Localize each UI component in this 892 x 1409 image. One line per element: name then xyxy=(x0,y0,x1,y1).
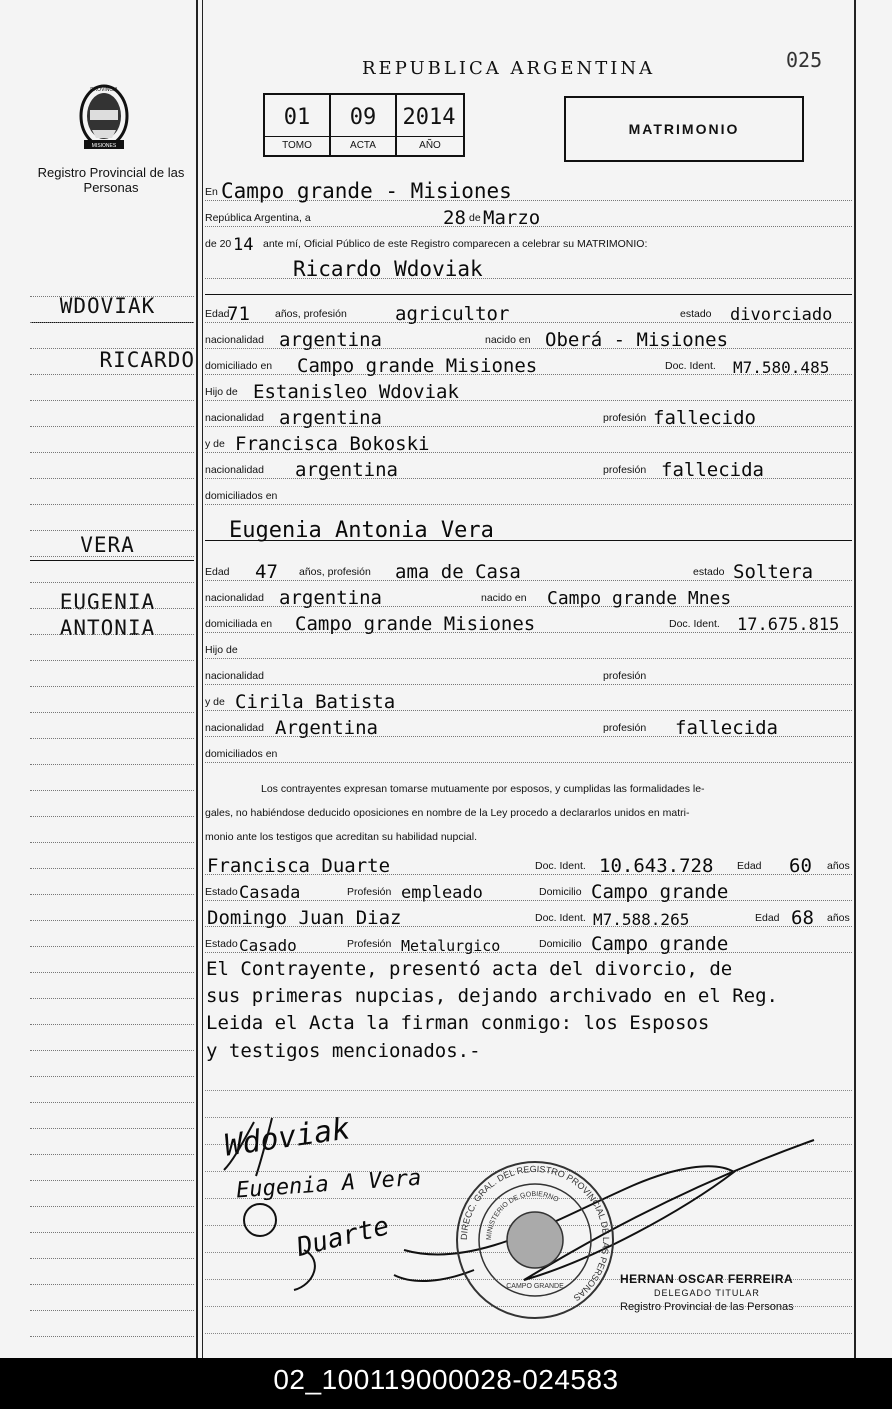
ano-value: 2014 xyxy=(402,105,456,130)
doc-label: Doc. Ident. xyxy=(535,860,586,872)
margin-rule xyxy=(30,1076,194,1077)
page-number: 025 xyxy=(786,48,823,72)
spouse1-domicilio-row xyxy=(205,352,852,375)
spouse1-nacionalidad: argentina xyxy=(279,329,382,351)
note-line-4: y testigos mencionados.- xyxy=(206,1040,481,1062)
witness2-domicilio: Campo grande xyxy=(591,933,729,955)
nacido-label: nacido en xyxy=(485,334,531,346)
domiciliada-label: domiciliada en xyxy=(205,618,273,630)
spouse2-fullname-row xyxy=(205,518,852,541)
profesion-label: profesión xyxy=(603,722,647,734)
country-title: REPUBLICA ARGENTINA xyxy=(362,58,656,79)
spouse2-padre-row xyxy=(205,662,852,685)
margin-rule xyxy=(30,1258,194,1259)
body-rule xyxy=(205,1333,852,1334)
margin-rule xyxy=(30,1284,194,1285)
stamp-bottom-text: CAMPO GRANDE xyxy=(506,1283,564,1290)
spouse2-doc: 17.675.815 xyxy=(737,615,840,635)
body-rule xyxy=(205,1090,852,1091)
witness2-profesion: Metalurgico xyxy=(401,937,501,955)
nacionalidad-label: nacionalidad xyxy=(205,592,264,604)
edad-label: Edad xyxy=(737,860,762,872)
doc-label: Doc. Ident. xyxy=(665,360,716,372)
profesion-label: Profesión xyxy=(347,886,392,898)
margin-rule xyxy=(30,842,194,843)
margin-rule xyxy=(30,400,194,401)
margin-rule xyxy=(30,556,194,557)
margin-rule xyxy=(30,998,194,999)
spouse1-madre: Francisca Bokoski xyxy=(235,433,430,455)
edad-label: Edad xyxy=(755,912,780,924)
profesion-label: profesión xyxy=(603,464,647,476)
profesion-label: años, profesión xyxy=(299,566,371,578)
province-coat-of-arms-icon xyxy=(78,82,130,156)
margin-rule xyxy=(30,1128,194,1129)
margin-rule xyxy=(30,452,194,453)
ano-label: AÑO xyxy=(397,136,463,154)
estado-label: estado xyxy=(680,308,712,320)
place-row xyxy=(205,178,852,201)
witness2-row xyxy=(205,904,852,927)
margin-rule xyxy=(30,790,194,791)
margin-rule xyxy=(30,1154,194,1155)
year-row xyxy=(205,230,852,255)
signature-spouse1: Wdoviak xyxy=(222,1111,353,1164)
nacionalidad-label: nacionalidad xyxy=(205,722,264,734)
margin-rule xyxy=(30,296,194,297)
left-margin-column xyxy=(0,0,196,1358)
margin-spouse2-name-1: EUGENIA xyxy=(59,590,156,614)
spouse2-hijo-row xyxy=(205,636,852,659)
before-me-text: ante mí, Oficial Público de este Registro comparecen a celebrar su MATRIMONIO: xyxy=(263,238,648,250)
spouse1-profesion: agricultor xyxy=(395,303,510,325)
spouse2-madre-nac-row xyxy=(205,714,852,737)
witness2-name: Domingo Juan Diaz xyxy=(207,907,402,929)
domicilio-label: Domicilio xyxy=(539,886,582,898)
tomo-value: 01 xyxy=(283,105,311,130)
spouse1-madre-nac-row xyxy=(205,456,852,479)
spouse1-estado: divorciado xyxy=(730,305,833,325)
margin-rule xyxy=(30,972,194,973)
year-prefix: de 20 xyxy=(205,238,232,250)
spouse1-hijo-row xyxy=(205,378,852,401)
spouse2-edad: 47 xyxy=(255,561,278,583)
domiciliados-label: domiciliados en xyxy=(205,748,278,760)
witness1-estado: Casada xyxy=(239,883,301,903)
spouse1-madre-nacionalidad: argentina xyxy=(295,459,398,481)
spouse1-nacionalidad-row xyxy=(205,326,852,349)
domiciliados-label: domiciliados en xyxy=(205,490,278,502)
stamp-outer-text: DIRECC. GRAL. DEL REGISTRO PROVINCIAL DE LAS PERSONAS xyxy=(458,1163,612,1304)
margin-rule xyxy=(30,686,194,687)
edad-label: Edad xyxy=(205,566,230,578)
spouse1-edad: 71 xyxy=(227,303,250,325)
margin-rule xyxy=(30,1206,194,1207)
spouse1-domiciliados-row xyxy=(205,482,852,505)
margin-rule xyxy=(30,1232,194,1233)
nacionalidad-label: nacionalidad xyxy=(205,412,264,424)
domicilio-label: Domicilio xyxy=(539,938,582,950)
spouse1-edad-row xyxy=(205,300,852,323)
registry-name: Registro Provincial de las Personas xyxy=(37,165,185,195)
acta-value: 09 xyxy=(349,105,377,130)
margin-rule xyxy=(30,946,194,947)
margin-spouse2-name-2: ANTONIA xyxy=(59,616,156,640)
nacionalidad-label: nacionalidad xyxy=(205,334,264,346)
yde-label: y de xyxy=(205,438,225,450)
place-value: Campo grande - Misiones xyxy=(221,179,512,203)
spouse2-madre-profesion: fallecida xyxy=(675,717,778,739)
anos-label: años xyxy=(827,860,850,872)
signature-spouse2: Eugenia A Vera xyxy=(235,1165,423,1204)
doc-label: Doc. Ident. xyxy=(669,618,720,630)
declaration-line-3: monio ante los testigos que acreditan su habilidad nupcial. xyxy=(205,831,478,843)
spouse2-profesion: ama de Casa xyxy=(395,561,521,583)
spouse1-padre: Estanisleo Wdoviak xyxy=(253,381,459,403)
margin-rule xyxy=(30,868,194,869)
republica-label: República Argentina, a xyxy=(205,212,311,224)
margin-rule xyxy=(30,634,194,635)
hijo-label: Hijo de xyxy=(205,644,238,656)
note-line-3: Leida el Acta la firman conmigo: los Esposos xyxy=(206,1012,710,1034)
margin-spouse1-name: RICARDO xyxy=(99,348,195,372)
margin-rule xyxy=(30,1180,194,1181)
profesion-label: profesión xyxy=(603,412,647,424)
estado-label: Estado xyxy=(205,938,238,950)
date-row xyxy=(205,204,852,227)
margin-rule xyxy=(30,764,194,765)
acta-label: ACTA xyxy=(331,136,395,154)
estado-label: estado xyxy=(693,566,725,578)
spouse1-nacido: Oberá - Misiones xyxy=(545,329,729,351)
witness2-edad: 68 xyxy=(791,907,814,929)
svg-text:PROVINCIA: PROVINCIA xyxy=(90,87,118,93)
spouse2-domicilio: Campo grande Misiones xyxy=(295,613,536,635)
witness2-estado: Casado xyxy=(239,936,297,955)
signature-witness: Duarte xyxy=(293,1211,393,1263)
en-label: En xyxy=(205,186,218,198)
spouse2-fullname: Eugenia Antonia Vera xyxy=(229,518,494,543)
anos-label: años xyxy=(827,912,850,924)
spouse1-domicilio: Campo grande Misiones xyxy=(297,355,538,377)
spouse1-madre-row xyxy=(205,430,852,453)
spouse2-nacido: Campo grande Mnes xyxy=(547,588,732,609)
margin-rule xyxy=(30,660,194,661)
official-office: Registro Provincial de las Personas xyxy=(620,1301,794,1313)
svg-text:MISIONES: MISIONES xyxy=(91,143,117,149)
margin-rule xyxy=(30,816,194,817)
spouse1-padre-nacionalidad: argentina xyxy=(279,407,382,429)
spouse1-padre-profesion: fallecido xyxy=(653,407,756,429)
spouse2-madre: Cirila Batista xyxy=(235,691,396,713)
margin-rule xyxy=(30,1336,194,1337)
witness1-estado-row xyxy=(205,878,852,901)
margin-rule xyxy=(30,1310,194,1311)
margin-rule xyxy=(30,712,194,713)
spouse1-doc: M7.580.485 xyxy=(733,358,830,377)
stamp-inner-text: MINISTERIO DE GOBIERNO xyxy=(485,1190,560,1241)
act-type-box: MATRIMONIO xyxy=(564,96,804,162)
hijo-label: Hijo de xyxy=(205,386,238,398)
month-value: Marzo xyxy=(483,207,541,229)
tomo-label: TOMO xyxy=(265,136,329,154)
margin-rule xyxy=(30,322,194,323)
spouse2-estado: Soltera xyxy=(733,561,814,583)
de-label: de xyxy=(469,212,481,224)
margin-rule xyxy=(30,426,194,427)
nacido-label: nacido en xyxy=(481,592,527,604)
witness1-edad: 60 xyxy=(789,855,812,877)
margin-rule xyxy=(30,348,194,349)
spouse1-padre-row xyxy=(205,404,852,427)
day-value: 28 xyxy=(443,207,466,229)
margin-rule xyxy=(30,894,194,895)
tomo-acta-ano-box xyxy=(263,93,465,157)
profesion-label: Profesión xyxy=(347,938,392,950)
witness1-row xyxy=(205,852,852,875)
note-line-1: El Contrayente, presentó acta del divorcio, de xyxy=(206,958,733,980)
official-signature-block xyxy=(620,1272,794,1314)
year-suffix: 14 xyxy=(233,235,254,255)
spouse2-nacionalidad-row xyxy=(205,584,852,607)
spouse1-fullname: Ricardo Wdoviak xyxy=(293,257,483,281)
witness1-doc: 10.643.728 xyxy=(599,855,714,877)
declaration-line-2: gales, no habiéndose deducido oposiciones en nombre de la Ley procedo a declararlos unidos en matri- xyxy=(205,807,690,819)
margin-rule xyxy=(30,1102,194,1103)
margin-solid-rule xyxy=(30,560,194,561)
witness2-estado-row xyxy=(205,930,852,953)
margin-rule xyxy=(30,504,194,505)
edad-label: Edad xyxy=(205,308,230,320)
spouse1-fullname-row xyxy=(205,256,852,279)
note-line-2: sus primeras nupcias, dejando archivado en el Reg. xyxy=(206,985,778,1007)
nacionalidad-label: nacionalidad xyxy=(205,464,264,476)
estado-label: Estado xyxy=(205,886,238,898)
margin-divider xyxy=(196,0,198,1358)
spouse2-madre-row xyxy=(205,688,852,711)
margin-divider-inner xyxy=(202,0,203,1358)
profesion-label: profesión xyxy=(603,670,647,682)
margin-spouse2-surname: VERA xyxy=(80,533,135,557)
margin-rule xyxy=(30,1024,194,1025)
witness1-name: Francisca Duarte xyxy=(207,855,391,877)
document-code-footer: 02_100119000028-024583 xyxy=(0,1358,892,1409)
witness1-profesion: empleado xyxy=(401,883,483,903)
declaration-line-1: Los contrayentes expresan tomarse mutuamente por esposos, y cumplidas las formalidades le- xyxy=(261,783,705,795)
spouse2-domicilio-row xyxy=(205,610,852,633)
domiciliado-label: domiciliado en xyxy=(205,360,273,372)
spouse2-edad-row xyxy=(205,558,852,581)
right-border xyxy=(854,0,856,1358)
margin-rule xyxy=(30,738,194,739)
witness1-domicilio: Campo grande xyxy=(591,881,729,903)
nacionalidad-label: nacionalidad xyxy=(205,670,264,682)
margin-rule xyxy=(30,920,194,921)
spouse1-madre-profesion: fallecida xyxy=(661,459,764,481)
official-name: HERNAN OSCAR FERREIRA xyxy=(620,1272,794,1286)
spouse2-nacionalidad: argentina xyxy=(279,587,382,609)
margin-spouse1-surname: WDOVIAK xyxy=(59,294,156,318)
official-stamp xyxy=(455,1160,615,1320)
official-role: DELEGADO TITULAR xyxy=(654,1288,760,1298)
margin-rule xyxy=(30,530,194,531)
margin-rule xyxy=(30,374,194,375)
section-separator xyxy=(205,294,852,295)
witness2-doc: M7.588.265 xyxy=(593,910,690,929)
spouse2-domiciliados-row xyxy=(205,740,852,763)
yde-label: y de xyxy=(205,696,225,708)
spouse2-madre-nacionalidad: Argentina xyxy=(275,717,378,739)
margin-rule xyxy=(30,1050,194,1051)
margin-rule xyxy=(30,582,194,583)
margin-rule xyxy=(30,608,194,609)
margin-rule xyxy=(30,478,194,479)
profesion-label: años, profesión xyxy=(275,308,347,320)
doc-label: Doc. Ident. xyxy=(535,912,586,924)
